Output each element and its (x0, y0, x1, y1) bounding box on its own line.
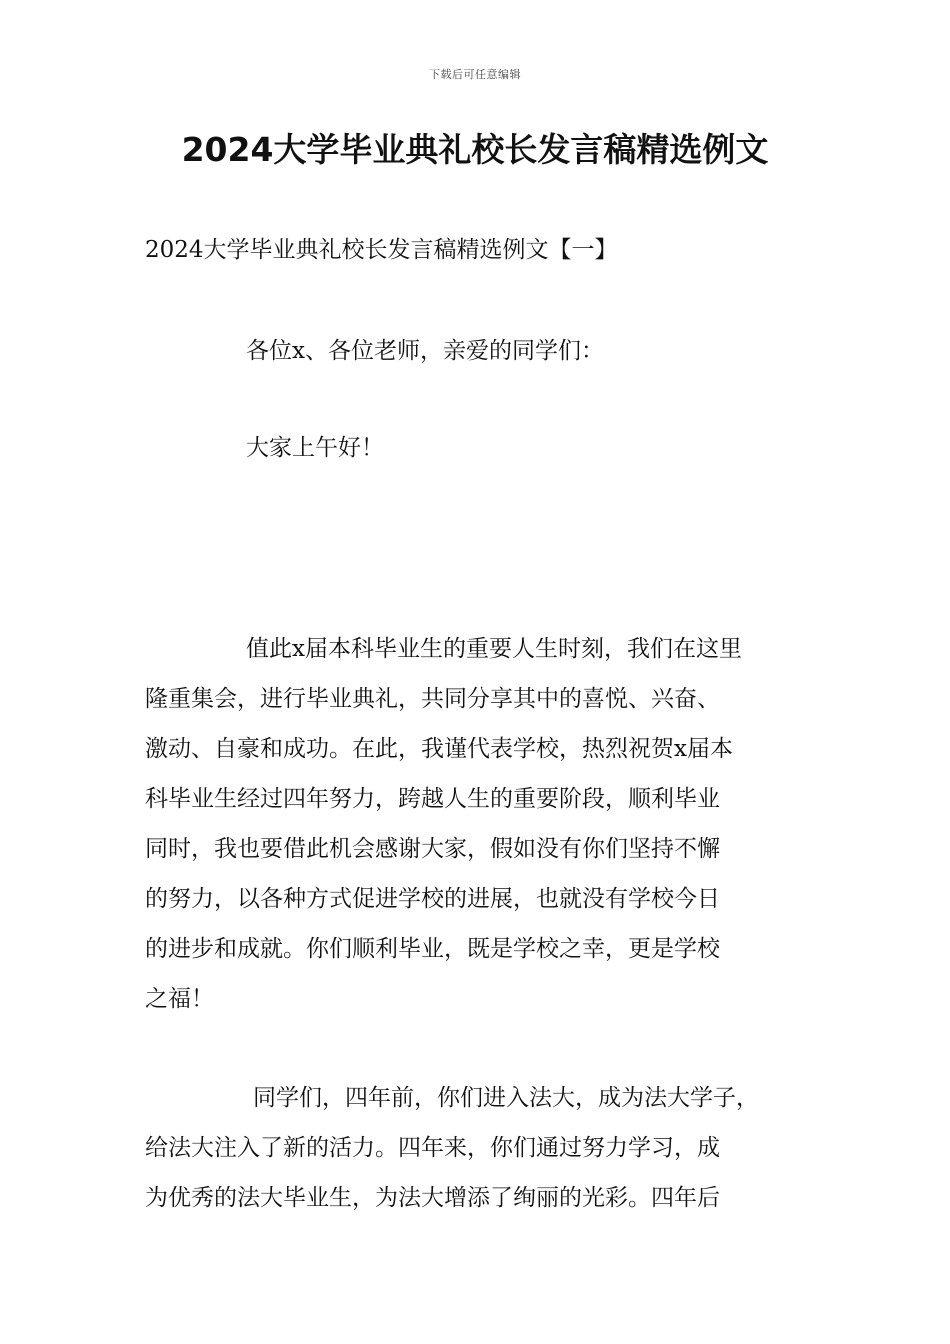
header-note: 下载后可任意编辑 (429, 68, 521, 81)
greeting: 大家上午好！ (246, 435, 384, 461)
paragraph-line: 隆重集会，进行毕业典礼，共同分享其中的喜悦、兴奋、 (145, 686, 720, 712)
paragraph-line: 给法大注入了新的活力。四年来，你们通过努力学习，成 (145, 1135, 720, 1161)
paragraph-line: 同时，我也要借此机会感谢大家，假如没有你们坚持不懈 (145, 836, 720, 862)
document-title: 2024大学毕业典礼校长发言稿精选例文 (181, 130, 769, 169)
paragraph-line: 为优秀的法大毕业生，为法大增添了绚丽的光彩。四年后 (145, 1185, 720, 1211)
paragraph-1 (145, 624, 810, 1024)
salutation: 各位x、各位老师，亲爱的同学们： (246, 338, 604, 364)
document-subtitle: 2024大学毕业典礼校长发言稿精选例文【一】 (145, 237, 618, 263)
paragraph-line: 激动、自豪和成功。在此，我谨代表学校，热烈祝贺x届本 (145, 736, 733, 762)
paragraph-line: 值此x届本科毕业生的重要人生时刻，我们在这里 (246, 636, 742, 662)
paragraph-line: 之福！ (145, 986, 214, 1012)
paragraph-line: 的进步和成就。你们顺利毕业，既是学校之幸，更是学校 (145, 936, 720, 962)
paragraph-2 (145, 1073, 810, 1223)
paragraph-line: 科毕业生经过四年努力，跨越人生的重要阶段，顺利毕业 (145, 786, 720, 812)
paragraph-line: 同学们，四年前，你们进入法大，成为法大学子， (253, 1085, 759, 1111)
paragraph-line: 的努力，以各种方式促进学校的进展，也就没有学校今日 (145, 886, 720, 912)
